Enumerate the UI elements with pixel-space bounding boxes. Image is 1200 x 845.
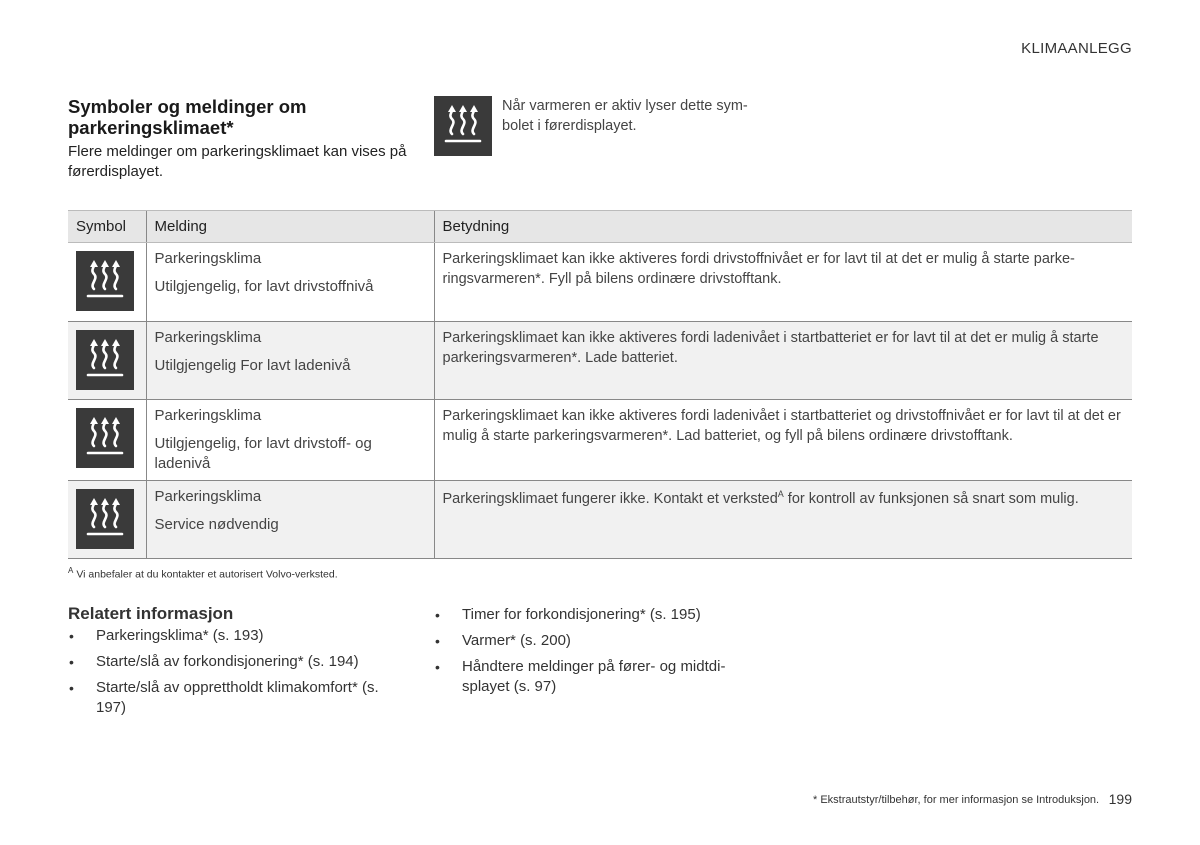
footer-note: * Ekstrautstyr/tilbehør, for mer informasjon se Introduksjon. xyxy=(813,794,1100,806)
table-header-row xyxy=(68,211,1132,243)
bullet-icon: • xyxy=(69,628,74,644)
bullet-icon: • xyxy=(435,633,440,649)
message-cell xyxy=(146,481,434,559)
related-links-right xyxy=(434,605,754,703)
message-subtitle: Service nødvendig xyxy=(154,516,279,533)
related-link[interactable]: Starte/slå av forkondisjonering* (s. 194) xyxy=(96,653,359,670)
related-link[interactable]: Håndtere meldinger på fører- og midtdi-splayet (s. 97) xyxy=(462,658,726,695)
chapter-title: KLIMAANLEGG xyxy=(1021,40,1132,57)
footnote-mark: A xyxy=(68,566,74,575)
list-item[interactable] xyxy=(68,626,388,646)
heater-icon xyxy=(75,330,135,390)
message-cell xyxy=(146,322,434,400)
bullet-icon: • xyxy=(69,680,74,696)
related-info-title: Relatert informasjon xyxy=(68,604,234,623)
list-item[interactable] xyxy=(434,605,754,625)
footnote-reference: A xyxy=(777,489,784,500)
meaning-cell: Parkeringsklimaet kan ikke aktiveres fordi ladenivået i startbatteriet er for lavt til at det er mulig å starte parkeringsvarmeren*. Lade batteriet. xyxy=(434,322,1132,400)
list-item[interactable] xyxy=(434,631,754,651)
page-number: 199 xyxy=(1108,791,1132,807)
header-message: Melding xyxy=(146,211,434,243)
top-icon-description: Når varmeren er aktiv lyser dette sym-bolet i førerdisplayet. xyxy=(502,98,748,134)
related-link[interactable]: Starte/slå av opprettholdt klimakomfort* (s. 197) xyxy=(96,679,379,716)
bullet-icon: • xyxy=(435,659,440,675)
section-title-line-2: parkeringsklimaet* xyxy=(68,117,234,138)
message-cell xyxy=(146,400,434,481)
heater-icon xyxy=(434,96,492,156)
symbol-cell xyxy=(68,322,146,400)
header-meaning: Betydning xyxy=(434,211,1132,243)
symbols-table xyxy=(68,210,1132,559)
message-title: Parkeringsklima xyxy=(154,250,262,267)
symbol-cell xyxy=(68,243,146,322)
message-title: Parkeringsklima xyxy=(154,407,262,424)
related-link[interactable]: Parkeringsklima* (s. 193) xyxy=(96,627,264,644)
list-item[interactable] xyxy=(434,657,754,697)
related-links-left xyxy=(68,626,388,724)
message-title: Parkeringsklima xyxy=(154,488,262,505)
list-item[interactable] xyxy=(68,678,388,718)
intro-text: Flere meldinger om parkeringsklimaet kan vises på førerdisplayet. xyxy=(68,143,407,180)
header-symbol: Symbol xyxy=(68,211,146,243)
section-title-line-1: Symboler og meldinger om xyxy=(68,96,307,117)
footnote xyxy=(68,566,338,581)
section-title xyxy=(68,96,408,138)
meaning-cell: Parkeringsklimaet kan ikke aktiveres fordi drivstoffnivået er for lavt til at det er mulig å starte parke-ringsvarmeren*. Fyll på bilens ordinære drivstofftank. xyxy=(434,243,1132,322)
heater-icon xyxy=(75,251,135,311)
bullet-icon: • xyxy=(435,607,440,623)
bullet-icon: • xyxy=(69,654,74,670)
table-row xyxy=(68,481,1132,559)
symbol-cell xyxy=(68,481,146,559)
heater-icon xyxy=(75,489,135,549)
message-subtitle: Utilgjengelig For lavt ladenivå xyxy=(154,357,351,374)
message-subtitle: Utilgjengelig, for lavt drivstoff- og ladenivå xyxy=(154,435,372,472)
table-row xyxy=(68,243,1132,322)
message-cell xyxy=(146,243,434,322)
meaning-text: Parkeringsklimaet fungerer ikke. Kontakt et verksted xyxy=(442,491,778,507)
meaning-text-continued: for kontroll av funksjonen så snart som mulig. xyxy=(783,491,1079,507)
message-title: Parkeringsklima xyxy=(154,329,262,346)
list-item[interactable] xyxy=(68,652,388,672)
footnote-text: Vi anbefaler at du kontakter et autorisert Volvo-verksted. xyxy=(76,568,338,581)
meaning-cell xyxy=(434,481,1132,559)
meaning-cell: Parkeringsklimaet kan ikke aktiveres fordi ladenivået i startbatteriet og drivstoffnivået er for lavt til at det er mulig å starte parkeringsvarmeren*. Lad batteriet, og fyll på bilens ordinære drivstofftank. xyxy=(434,400,1132,481)
related-link[interactable]: Varmer* (s. 200) xyxy=(462,632,571,649)
table-row xyxy=(68,400,1132,481)
message-subtitle: Utilgjengelig, for lavt drivstoffnivå xyxy=(154,278,374,295)
symbol-cell xyxy=(68,400,146,481)
table-row xyxy=(68,322,1132,400)
heater-icon xyxy=(75,408,135,468)
related-link[interactable]: Timer for forkondisjonering* (s. 195) xyxy=(462,606,701,623)
